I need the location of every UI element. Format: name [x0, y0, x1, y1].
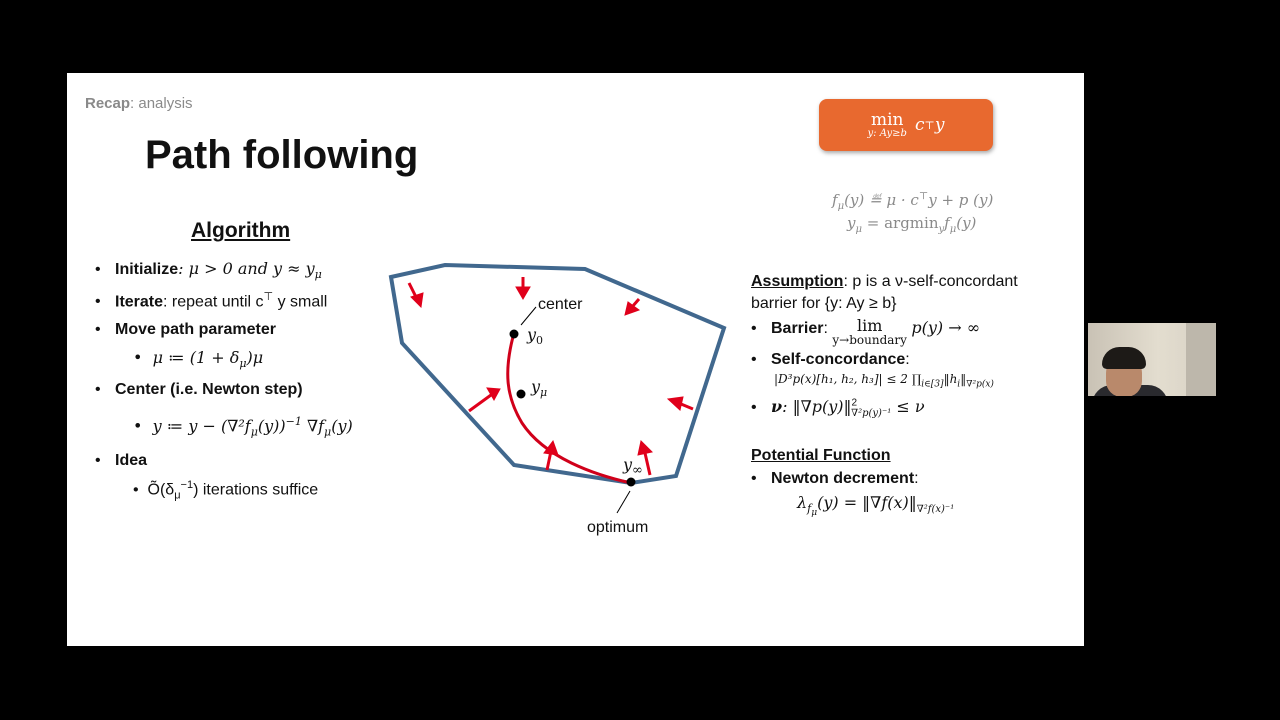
- newton-item: • Newton decrement:: [751, 470, 919, 487]
- ymu-definition: $y_\mu = argmin_yf_\mu(y)$: [847, 214, 977, 235]
- optimum-label: optimum: [587, 519, 649, 536]
- potential-heading: Potential Function: [751, 447, 891, 464]
- arrow-3: [625, 299, 639, 315]
- optimum-pointer: [617, 491, 630, 513]
- self-concordance-formula: |D³p(x)[h₁, h₂, h₃]| ≤ 2 $\prod_{i\in[3]}‖h_i‖_{\nabla^2p(x)}$: [774, 372, 994, 390]
- arrow-2: [516, 277, 530, 299]
- slide: [67, 73, 1084, 646]
- point-ymu: [517, 390, 526, 399]
- objective-box: [819, 99, 993, 151]
- idea-item: • Idea: [95, 452, 148, 469]
- assumption-line-2: barrier for {y: Ay ≥ b}: [751, 295, 897, 312]
- arrow-4: [668, 397, 693, 410]
- newton-formula: $\lambda_{f_\mu}(y)$ = $‖\nabla f(x)‖_{\nabla^2f(x)^{-1}}$: [797, 493, 955, 519]
- center-item: • Center (i.e. Newton step): [95, 381, 303, 398]
- point-y0: [510, 330, 519, 339]
- nu-item: • ν: ‖∇p(y)‖$^2_{\nabla^2p(y)^{-1}}$ ≤ ν: [751, 397, 925, 420]
- slide-title: Path following: [145, 133, 419, 177]
- point-yinf: [627, 478, 636, 487]
- ymu-label: $y_\mu$: [531, 377, 548, 400]
- move-formula: • μ ≔ $(1 + \delta_\mu)\mu$: [133, 348, 264, 371]
- center-label: center: [538, 296, 583, 313]
- recap-label: Recap: analysis: [85, 95, 193, 112]
- webcam-overlay: [1088, 323, 1216, 396]
- center-pointer: [521, 307, 536, 325]
- idea-text: • $Õ(\delta_\mu^{-1})$ iterations suffice: [133, 479, 319, 502]
- barrier-item: • Barrier: lim y→boundary p(y) → ∞: [751, 316, 981, 347]
- center-formula: • y ≔ $y - (\nabla^2f_\mu(y))^{-1}$ $\nabla f_\mu(y)$: [133, 415, 353, 439]
- iterate-item: • Iterate: repeat until c⊤ y small: [95, 291, 328, 311]
- central-path: [508, 333, 631, 483]
- fmu-definition: $f_\mu(y)$ ≝ μ · c⊤y + p (y): [832, 191, 994, 212]
- initialize-item: • Initialize: μ > 0 and $y \approx y_\mu$: [95, 259, 322, 282]
- move-item: • Move path parameter: [95, 321, 276, 338]
- algorithm-heading: Algorithm: [191, 219, 291, 242]
- arrow-5: [469, 388, 500, 411]
- webcam-door: [1186, 323, 1216, 396]
- objective-formula: min y: Ay≥b c ⊤ y: [867, 109, 945, 139]
- y0-label: $y_0$: [527, 325, 544, 348]
- self-concordance-item: • Self-concordance:: [751, 351, 910, 368]
- webcam-hair: [1102, 347, 1146, 369]
- yinf-label: $y_\infty$: [623, 455, 643, 479]
- arrow-1: [409, 283, 423, 307]
- polytope-diagram: [67, 73, 1084, 646]
- assumption-line: Assumption: p is a ν-self-concordant: [751, 273, 1018, 290]
